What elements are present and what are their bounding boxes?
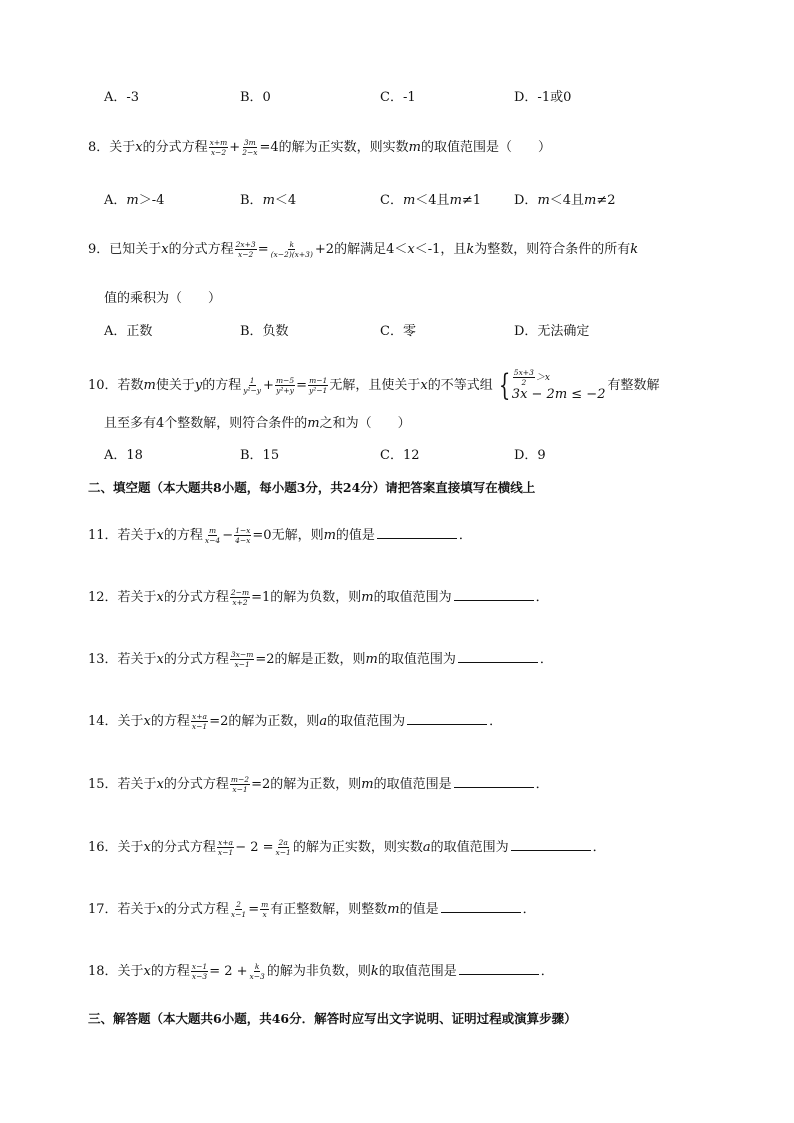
q9-f1-den: x−2 xyxy=(238,250,254,259)
q10-f1-den: y²−y xyxy=(243,386,262,395)
q17-f2-den: x xyxy=(262,910,267,919)
q9-fraction-2 xyxy=(270,240,314,259)
q15-answer-blank[interactable] xyxy=(454,773,534,788)
q9-text-4: 为整数，则符合条件的所有 xyxy=(474,242,631,257)
q18-k: k xyxy=(370,964,379,979)
q16-x: x xyxy=(143,840,151,855)
q17-m: m xyxy=(387,902,400,917)
q10-sys-r2: 3x − 2m ≤ −2 xyxy=(511,387,606,402)
q16-answer-blank[interactable] xyxy=(511,836,591,851)
q10-f1-num: 1 xyxy=(249,376,255,385)
q11-fraction-1 xyxy=(204,526,221,545)
q16-eq: 的解为正实数，则实数 xyxy=(292,840,423,855)
q16-f2-num: 2a xyxy=(278,838,288,847)
q18-stem xyxy=(88,960,554,982)
q10-stem xyxy=(88,368,660,403)
q8-option-a xyxy=(104,191,164,211)
q16-f2-den: x−1 xyxy=(275,848,291,857)
q17-tail: 的值是 xyxy=(399,902,439,917)
q10-sys-r1-tail: ＞x xyxy=(535,372,550,383)
q16-fraction-1 xyxy=(217,838,234,857)
q8-c-var2: m xyxy=(449,193,462,208)
q10-sys-den: 2 xyxy=(521,378,527,387)
q10-fraction-1 xyxy=(242,376,262,395)
q13-stem xyxy=(88,648,553,670)
q10-inequality-system xyxy=(495,368,606,403)
q10-x: x xyxy=(420,378,428,393)
section-3-heading: 三、解答题（本大题共6小题，共46分．解答时应写出文字说明、证明过程或演算步骤） xyxy=(88,1011,577,1026)
q12-fraction-1 xyxy=(230,588,250,607)
q14-end: ． xyxy=(489,714,503,729)
q18-f2-den: x−3 xyxy=(249,972,265,981)
q9-prefix: 9．已知关于 xyxy=(88,242,162,257)
q18-x: x xyxy=(143,964,151,979)
q8-d-text2: ≠2 xyxy=(596,193,616,208)
q9-text-3: ＜-1，且 xyxy=(414,242,467,257)
q8-prefix: 8．关于 xyxy=(88,140,136,155)
q15-prefix: 15．若关于 xyxy=(88,777,157,792)
q16-tail: 的取值范围为 xyxy=(430,840,509,855)
q14-stem xyxy=(88,710,502,732)
q16-a: a xyxy=(422,840,431,855)
q10-line2-tail: 之和为（ ） xyxy=(319,416,411,431)
q18-prefix: 18．关于 xyxy=(88,964,144,979)
q11-prefix: 11．若关于 xyxy=(88,528,157,543)
q7-option-b: B．0 xyxy=(240,90,271,105)
q14-x: x xyxy=(143,714,151,729)
q15-stem xyxy=(88,773,549,795)
section-2-heading: 二、填空题（本大题共8小题，每小题3分，共24分）请把答案直接填写在横线上 xyxy=(88,480,536,495)
q8-f1-num: x+m xyxy=(209,138,228,147)
q13-x: x xyxy=(156,652,164,667)
q14-text: 的方程 xyxy=(150,714,190,729)
q8-a-var: m xyxy=(126,193,139,208)
q8-f2-den: 2−x xyxy=(242,148,258,157)
q8-a-label: A． xyxy=(104,193,127,208)
q12-prefix: 12．若关于 xyxy=(88,590,157,605)
q9-plus: +2 xyxy=(314,242,335,257)
q8-c-text: ＜4且 xyxy=(415,193,450,208)
q11-end: ． xyxy=(458,528,472,543)
q16-end: ． xyxy=(592,840,606,855)
q11-f2-den: 4−x xyxy=(235,536,251,545)
q9-text: 的分式方程 xyxy=(168,242,234,257)
q8-f1-den: x−2 xyxy=(210,148,227,157)
q12-eq: =1的解为负数，则 xyxy=(251,590,362,605)
q9-k: k xyxy=(466,242,475,257)
q12-tail: 的取值范围为 xyxy=(373,590,452,605)
q8-eq: =4 xyxy=(259,140,279,155)
q18-tail: 的取值范围是 xyxy=(378,964,457,979)
q9-text-2: 的解满足4＜ xyxy=(334,242,408,257)
q11-tail: 的值是 xyxy=(335,528,375,543)
q10-f2-den: y²+y xyxy=(276,386,294,395)
q13-f1-num: 3x−m xyxy=(230,650,254,659)
q13-answer-blank[interactable] xyxy=(458,648,538,663)
q9-option-a: A．正数 xyxy=(104,324,153,339)
q8-a-text: ＞-4 xyxy=(138,193,165,208)
q15-f1-num: m−2 xyxy=(230,775,250,784)
q11-eq: =0无解，则 xyxy=(252,528,324,543)
q16-f1-num: x+a xyxy=(218,838,234,847)
q14-fraction-1 xyxy=(191,712,208,731)
q10-tail: 有整数解 xyxy=(607,378,660,393)
q13-tail: 的取值范围为 xyxy=(377,652,456,667)
brace-icon: { xyxy=(498,367,510,403)
q7-option-d: D．-1或0 xyxy=(514,90,572,105)
q16-fraction-2 xyxy=(275,838,292,857)
q8-b-text: ＜4 xyxy=(274,193,297,208)
q15-m: m xyxy=(361,777,374,792)
q13-fraction-1 xyxy=(230,650,254,669)
q10-m2: m xyxy=(307,416,320,431)
q8-d-var: m xyxy=(537,193,550,208)
q10-sys-fraction xyxy=(513,368,535,387)
q8-fraction-1 xyxy=(209,138,229,157)
q14-f1-num: x+a xyxy=(192,712,208,721)
q8-c-var: m xyxy=(402,193,416,208)
q18-f2-num: k xyxy=(254,962,260,971)
q17-stem xyxy=(88,898,536,920)
q10-f3-num: m−1 xyxy=(309,376,328,385)
q17-f1-den: x−1 xyxy=(230,910,247,919)
q11-f2-num: 1−x xyxy=(235,526,251,535)
q9-option-c: C．零 xyxy=(380,324,416,339)
q10-option-c: C．12 xyxy=(380,448,420,463)
q11-fraction-2 xyxy=(234,526,251,545)
q17-f2-num: m xyxy=(261,900,269,909)
q17-text: 的分式方程 xyxy=(163,902,229,917)
q16-prefix: 16．关于 xyxy=(88,840,144,855)
q9-k2: k xyxy=(630,242,639,257)
q17-prefix: 17．若关于 xyxy=(88,902,157,917)
q14-prefix: 14．关于 xyxy=(88,714,144,729)
q8-text-2: 的解为正实数，则实数 xyxy=(278,140,409,155)
q11-text: 的方程 xyxy=(163,528,203,543)
q13-end: ． xyxy=(539,652,553,667)
q18-eq: 的解为非负数，则 xyxy=(266,964,371,979)
q8-d-var2: m xyxy=(584,193,597,208)
q8-stem xyxy=(88,138,551,158)
q10-f3-den: y²−1 xyxy=(309,386,328,395)
q15-text: 的分式方程 xyxy=(163,777,229,792)
q11-m: m xyxy=(323,528,336,543)
q12-m: m xyxy=(361,590,374,605)
q14-a: a xyxy=(319,714,328,729)
q8-c-label: C． xyxy=(380,193,403,208)
q10-eq: = xyxy=(296,378,308,393)
q9-option-b: B．负数 xyxy=(240,324,289,339)
q10-plus: + xyxy=(263,378,274,393)
q7-option-a: A．-3 xyxy=(104,90,140,105)
q10-text-4: 的不等式组 xyxy=(427,378,493,393)
q7-option-c: C．-1 xyxy=(380,90,416,105)
q10-m: m xyxy=(143,378,156,393)
q8-option-d xyxy=(514,191,616,211)
q8-text: 的分式方程 xyxy=(142,140,208,155)
q12-answer-blank[interactable] xyxy=(454,586,534,601)
q15-f1-den: x−1 xyxy=(232,785,248,794)
q8-d-text: ＜4且 xyxy=(549,193,585,208)
q10-text-2: 的方程 xyxy=(202,378,242,393)
q10-option-b: B．15 xyxy=(240,448,280,463)
q11-answer-blank[interactable] xyxy=(377,524,457,539)
q13-text: 的分式方程 xyxy=(163,652,229,667)
q9-var: x xyxy=(161,242,169,257)
q10-fraction-3 xyxy=(308,376,328,395)
q12-end: ． xyxy=(535,590,549,605)
q8-var: x xyxy=(135,140,143,155)
q17-answer-blank[interactable] xyxy=(441,898,521,913)
q15-x: x xyxy=(156,777,164,792)
q14-f1-den: x−1 xyxy=(191,722,208,731)
q17-end: ． xyxy=(522,902,536,917)
q17-f1-num: 2 xyxy=(236,900,241,909)
q16-op: − 2 = xyxy=(235,840,274,855)
q10-y: y xyxy=(194,378,203,393)
q17-op: = xyxy=(248,902,260,917)
q12-f1-num: 2−m xyxy=(230,588,250,597)
q18-f1-den: x−3 xyxy=(191,972,208,981)
q14-tail: 的取值范围为 xyxy=(327,714,406,729)
q11-f1-den: x−4 xyxy=(204,536,221,545)
q9-stem xyxy=(88,240,638,260)
q13-f1-den: x−1 xyxy=(234,660,250,669)
q9-eq: = xyxy=(257,242,269,257)
q10-f2-num: m−5 xyxy=(275,376,295,385)
q11-f1-num: m xyxy=(208,526,217,535)
q10-line2-text: 且至多有4个整数解，则符合条件的 xyxy=(104,416,308,431)
q8-m: m xyxy=(408,140,421,155)
q13-m: m xyxy=(365,652,378,667)
q17-fraction-2 xyxy=(260,900,269,919)
q10-fraction-2 xyxy=(275,376,295,395)
q8-fraction-2 xyxy=(241,138,258,157)
q10-sys-num: 5x+3 xyxy=(513,368,534,377)
q14-answer-blank[interactable] xyxy=(407,710,487,725)
q9-line2: 值的乘积为（ ） xyxy=(104,291,222,306)
q9-option-d: D．无法确定 xyxy=(514,324,590,339)
q10-option-d: D．9 xyxy=(514,448,546,463)
q8-b-label: B． xyxy=(240,193,263,208)
q17-eq: 有正整数解，则整数 xyxy=(270,902,388,917)
q8-tail: 的取值范围是（ ） xyxy=(421,140,552,155)
q10-line2 xyxy=(104,414,411,434)
q13-eq: =2的解是正数，则 xyxy=(255,652,366,667)
q10-option-a: A．18 xyxy=(104,448,143,463)
q18-answer-blank[interactable] xyxy=(459,960,539,975)
q12-f1-den: x+2 xyxy=(232,598,248,607)
q12-stem xyxy=(88,586,549,608)
q11-op: − xyxy=(222,528,234,543)
q8-b-var: m xyxy=(262,193,275,208)
q17-fraction-1 xyxy=(230,900,247,919)
q9-f1-num: 2x+3 xyxy=(235,240,256,249)
q9-fraction-1 xyxy=(235,240,257,259)
q8-c-text2: ≠1 xyxy=(461,193,482,208)
q17-x: x xyxy=(156,902,164,917)
q8-plus: + xyxy=(229,140,241,155)
q10-prefix: 10．若数 xyxy=(88,378,144,393)
q8-option-c xyxy=(380,191,481,211)
q15-eq: =2的解为正数，则 xyxy=(251,777,362,792)
q12-x: x xyxy=(156,590,164,605)
q14-eq: =2的解为正数，则 xyxy=(209,714,320,729)
q16-text: 的分式方程 xyxy=(150,840,216,855)
q9-f2-den: (x−2)(x+3) xyxy=(270,250,313,259)
q9-f2-num: k xyxy=(289,240,295,249)
q12-text: 的分式方程 xyxy=(163,590,229,605)
q18-text: 的方程 xyxy=(150,964,190,979)
q18-op: = 2 + xyxy=(209,964,248,979)
q16-f1-den: x−1 xyxy=(217,848,234,857)
q18-fraction-1 xyxy=(191,962,208,981)
q8-f2-num: 3m xyxy=(243,138,256,147)
q8-d-label: D． xyxy=(514,193,538,208)
q10-text-3: 无解，且使关于 xyxy=(329,378,421,393)
q10-text: 使关于 xyxy=(155,378,195,393)
q9-x2: x xyxy=(407,242,415,257)
q11-stem xyxy=(88,524,472,546)
q18-fraction-2 xyxy=(249,962,266,981)
q8-option-b xyxy=(240,191,296,211)
q15-end: ． xyxy=(535,777,549,792)
q15-tail: 的取值范围是 xyxy=(373,777,452,792)
q11-x: x xyxy=(156,528,164,543)
q13-prefix: 13．若关于 xyxy=(88,652,157,667)
q15-fraction-1 xyxy=(230,775,250,794)
q18-f1-num: x−1 xyxy=(191,962,208,971)
q18-end: ． xyxy=(540,964,554,979)
q16-stem xyxy=(88,836,606,858)
